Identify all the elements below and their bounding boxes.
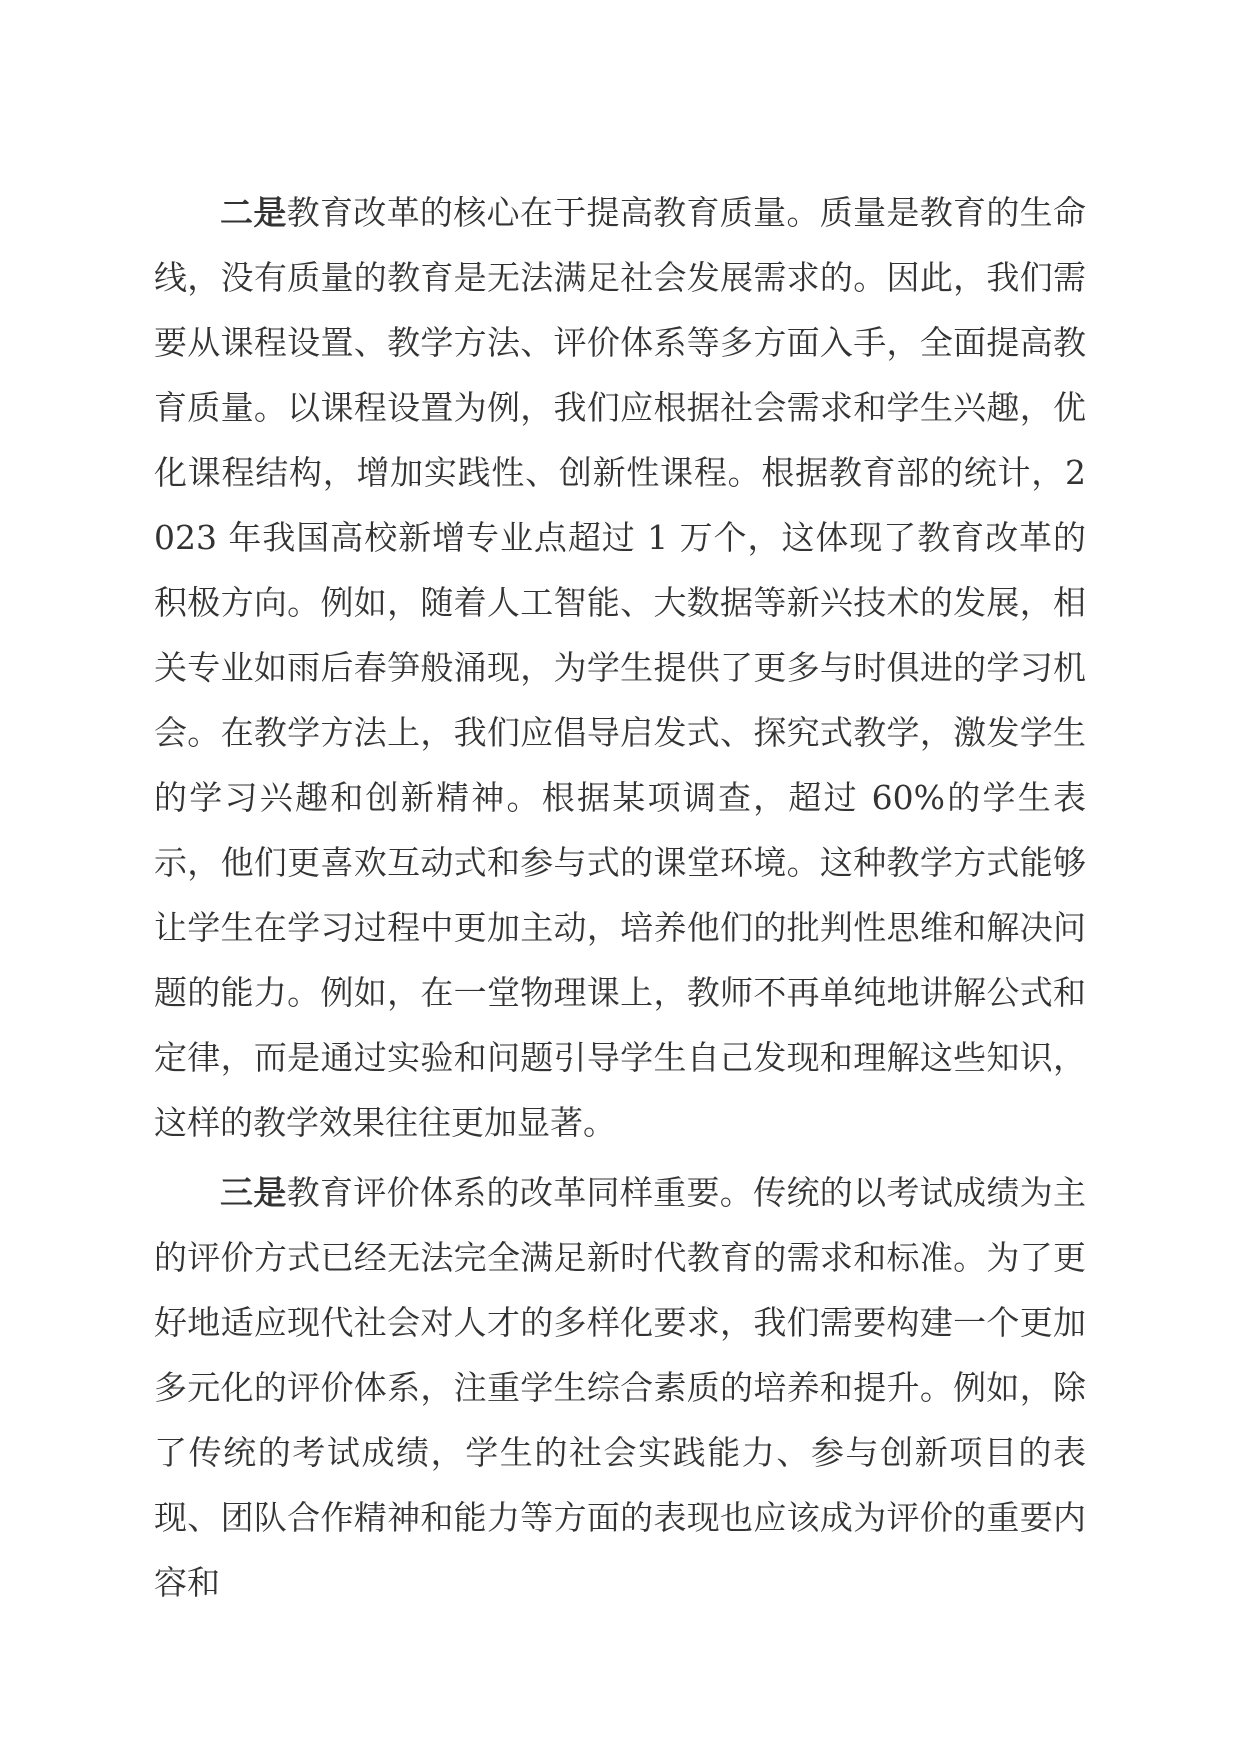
paragraph-text: 教育改革的核心在于提高教育质量。质量是教育的生命线，没有质量的教育是无法满足社会发展需求的。因此，我们需要从课程设置、教学方法、评价体系等多方面入手，全面提高教育质量。以课程设置为例，我们应根据社会需求和学生兴趣，优化课程结构，增加实践性、创新性课程。根据教育部的统计，2023 年我国高校新增专业点超过 1 万个，这体现了教育改革的积极方向。例如，随着人工智能、大数据等新兴技术的发展，相关专业如雨后春笋般涌现，为学生提供了更多与时俱进的学习机会。在教学方法上，我们应倡导启发式、探究式教学，激发学生的学习兴趣和创新精神。根据某项调查，超过 60%的学生表示，他们更喜欢互动式和参与式的课堂环境。这种教学方式能够让学生在学习过程中更加主动，培养他们的批判性思维和解决问题的能力。例如，在一堂物理课上，教师不再单纯地讲解公式和定律，而是通过实验和问题引导学生自己发现和理解这些知识，这样的教学效果往往更加显著。: [154, 193, 1087, 1142]
paragraph-lead: 三是: [220, 1173, 287, 1212]
paragraph-lead: 二是: [220, 193, 287, 232]
paragraph-text: 教育评价体系的改革同样重要。传统的以考试成绩为主的评价方式已经无法完全满足新时代教育的需求和标准。为了更好地适应现代社会对人才的多样化要求，我们需要构建一个更加多元化的评价体系，注重学生综合素质的培养和提升。例如，除了传统的考试成绩，学生的社会实践能力、参与创新项目的表现、团队合作精神和能力等方面的表现也应该成为评价的重要内容和: [154, 1173, 1087, 1602]
document-body: [154, 180, 1086, 1620]
paragraph-education-quality: [154, 180, 1086, 1155]
paragraph-evaluation-reform: [154, 1160, 1086, 1615]
